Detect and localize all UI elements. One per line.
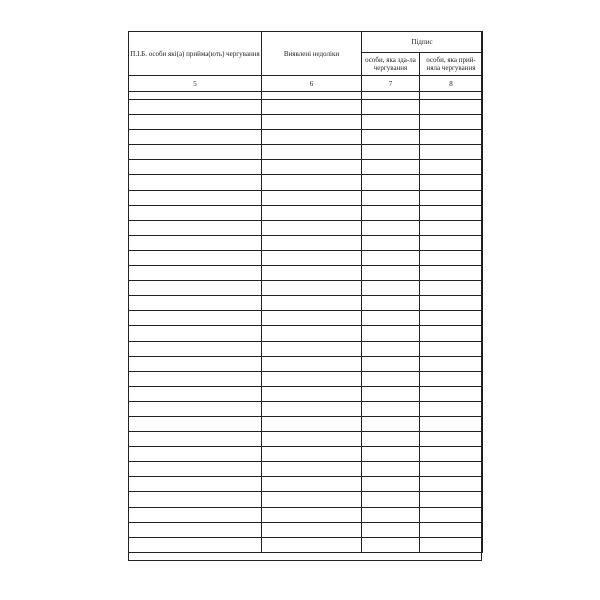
table-row: [129, 371, 483, 386]
table-cell: [262, 130, 362, 145]
header-defects-found: Виявлені недоліки: [262, 32, 362, 76]
table-row: [129, 386, 483, 401]
table-cell: [362, 145, 420, 160]
table-row: [129, 537, 483, 552]
table-cell: [262, 492, 362, 507]
table-row: [129, 160, 483, 175]
table-cell: [262, 416, 362, 431]
table-cell: [262, 371, 362, 386]
table-cell: [129, 371, 262, 386]
table-row: [129, 341, 483, 356]
table-cell: [362, 311, 420, 326]
table-cell: [262, 190, 362, 205]
table-row: [129, 432, 483, 447]
table-cell: [420, 371, 483, 386]
table-cell: [420, 537, 483, 552]
table-row: [129, 311, 483, 326]
table-cell: [420, 416, 483, 431]
table-cell: [129, 416, 262, 431]
table-cell: [420, 507, 483, 522]
table-cell: [129, 235, 262, 250]
table-cell: [262, 522, 362, 537]
table-cell: [262, 235, 362, 250]
table-cell: [362, 477, 420, 492]
table-cell: [262, 115, 362, 130]
column-number-8: 8: [420, 76, 483, 92]
table-row: [129, 522, 483, 537]
table-cell: [362, 250, 420, 265]
table-cell: [262, 281, 362, 296]
table-cell: [362, 401, 420, 416]
table-row: [129, 130, 483, 145]
table-cell: [362, 326, 420, 341]
table-cell: [420, 190, 483, 205]
column-number-7: 7: [362, 76, 420, 92]
table-cell: [420, 311, 483, 326]
table-cell: [420, 356, 483, 371]
table-row: [129, 462, 483, 477]
table-cell: [129, 175, 262, 190]
table-row: [129, 190, 483, 205]
table-row: [129, 281, 483, 296]
table-cell: [362, 432, 420, 447]
table-cell: [129, 492, 262, 507]
table-row: [129, 205, 483, 220]
table-cell: [420, 432, 483, 447]
table-cell: [129, 326, 262, 341]
table-cell: [262, 462, 362, 477]
table-cell: [129, 311, 262, 326]
table-cell: [129, 220, 262, 235]
table-cell: [420, 266, 483, 281]
table-row: [129, 401, 483, 416]
table-cell: [129, 401, 262, 416]
table-row: [129, 326, 483, 341]
table-cell: [129, 266, 262, 281]
table-cell: [420, 386, 483, 401]
table-cell: [420, 296, 483, 311]
table-cell: [362, 371, 420, 386]
column-number-5: 5: [129, 76, 262, 92]
duty-log-table: [128, 31, 483, 553]
table-cell: [420, 220, 483, 235]
table-cell: [262, 326, 362, 341]
table-cell: [362, 462, 420, 477]
table-cell: [262, 447, 362, 462]
table-cell: [262, 160, 362, 175]
table-cell: [129, 100, 262, 115]
table-row: [129, 477, 483, 492]
table-cell: [262, 250, 362, 265]
header-person-accepted: особи, яка прий-няла чергування: [420, 53, 483, 76]
table-cell: [262, 507, 362, 522]
table-cell: [362, 281, 420, 296]
table-cell: [420, 92, 483, 100]
table-cell: [362, 130, 420, 145]
table-row: [129, 356, 483, 371]
table-row: [129, 296, 483, 311]
table-cell: [362, 296, 420, 311]
table-cell: [362, 160, 420, 175]
table-cell: [262, 266, 362, 281]
table-cell: [129, 205, 262, 220]
table-cell: [129, 160, 262, 175]
table-cell: [362, 266, 420, 281]
table-cell: [262, 220, 362, 235]
table-row: [129, 447, 483, 462]
table-cell: [420, 462, 483, 477]
table-cell: [362, 537, 420, 552]
table-cell: [362, 175, 420, 190]
table-cell: [420, 522, 483, 537]
table-cell: [262, 432, 362, 447]
table-cell: [129, 92, 262, 100]
table-cell: [420, 130, 483, 145]
table-cell: [262, 205, 362, 220]
table-row: [129, 100, 483, 115]
table-body: [129, 92, 483, 553]
table-row: [129, 220, 483, 235]
table-cell: [362, 190, 420, 205]
table-cell: [262, 145, 362, 160]
table-cell: [362, 356, 420, 371]
table-cell: [362, 341, 420, 356]
table-cell: [420, 492, 483, 507]
table-cell: [262, 477, 362, 492]
table-row: [129, 250, 483, 265]
table-cell: [262, 401, 362, 416]
table-cell: [262, 356, 362, 371]
table-cell: [129, 190, 262, 205]
table-cell: [362, 522, 420, 537]
table-cell: [420, 341, 483, 356]
journal-table-page: [128, 31, 482, 561]
table-cell: [420, 205, 483, 220]
header-person-handed-over: особи, яка зда-ла чергування: [362, 53, 420, 76]
table-cell: [420, 145, 483, 160]
table-cell: [262, 311, 362, 326]
table-cell: [129, 341, 262, 356]
table-row: [129, 92, 483, 100]
table-cell: [420, 401, 483, 416]
table-cell: [262, 92, 362, 100]
table-cell: [262, 296, 362, 311]
table-cell: [129, 250, 262, 265]
table-cell: [362, 100, 420, 115]
table-row: [129, 115, 483, 130]
table-cell: [262, 341, 362, 356]
table-row: [129, 507, 483, 522]
table-cell: [129, 130, 262, 145]
table-row: [129, 266, 483, 281]
header-signature: Підпис: [362, 32, 483, 53]
table-cell: [129, 522, 262, 537]
table-row: [129, 175, 483, 190]
table-cell: [420, 281, 483, 296]
table-row: [129, 492, 483, 507]
table-cell: [362, 492, 420, 507]
table-cell: [362, 92, 420, 100]
table-cell: [129, 115, 262, 130]
table-cell: [420, 235, 483, 250]
table-cell: [420, 115, 483, 130]
table-cell: [420, 326, 483, 341]
table-cell: [262, 537, 362, 552]
table-cell: [362, 205, 420, 220]
table-cell: [129, 432, 262, 447]
column-number-6: 6: [262, 76, 362, 92]
table-cell: [420, 100, 483, 115]
table-cell: [129, 145, 262, 160]
table-row: [129, 235, 483, 250]
table-cell: [420, 175, 483, 190]
header-person-accepting: П.І.Б. особи які(а) прийма(ють) чергування: [129, 32, 262, 76]
table-cell: [362, 235, 420, 250]
table-cell: [362, 386, 420, 401]
table-row: [129, 145, 483, 160]
table-cell: [262, 100, 362, 115]
table-cell: [362, 416, 420, 431]
table-cell: [420, 447, 483, 462]
table-cell: [129, 281, 262, 296]
table-row: [129, 416, 483, 431]
table-cell: [262, 386, 362, 401]
table-cell: [362, 115, 420, 130]
table-cell: [262, 175, 362, 190]
table-cell: [362, 447, 420, 462]
table-cell: [129, 477, 262, 492]
table-cell: [129, 537, 262, 552]
table-cell: [362, 507, 420, 522]
table-cell: [129, 386, 262, 401]
table-cell: [420, 477, 483, 492]
table-cell: [362, 220, 420, 235]
table-cell: [420, 160, 483, 175]
table-cell: [129, 507, 262, 522]
table-cell: [129, 462, 262, 477]
table-cell: [129, 296, 262, 311]
table-cell: [129, 447, 262, 462]
table-cell: [420, 250, 483, 265]
table-cell: [129, 356, 262, 371]
